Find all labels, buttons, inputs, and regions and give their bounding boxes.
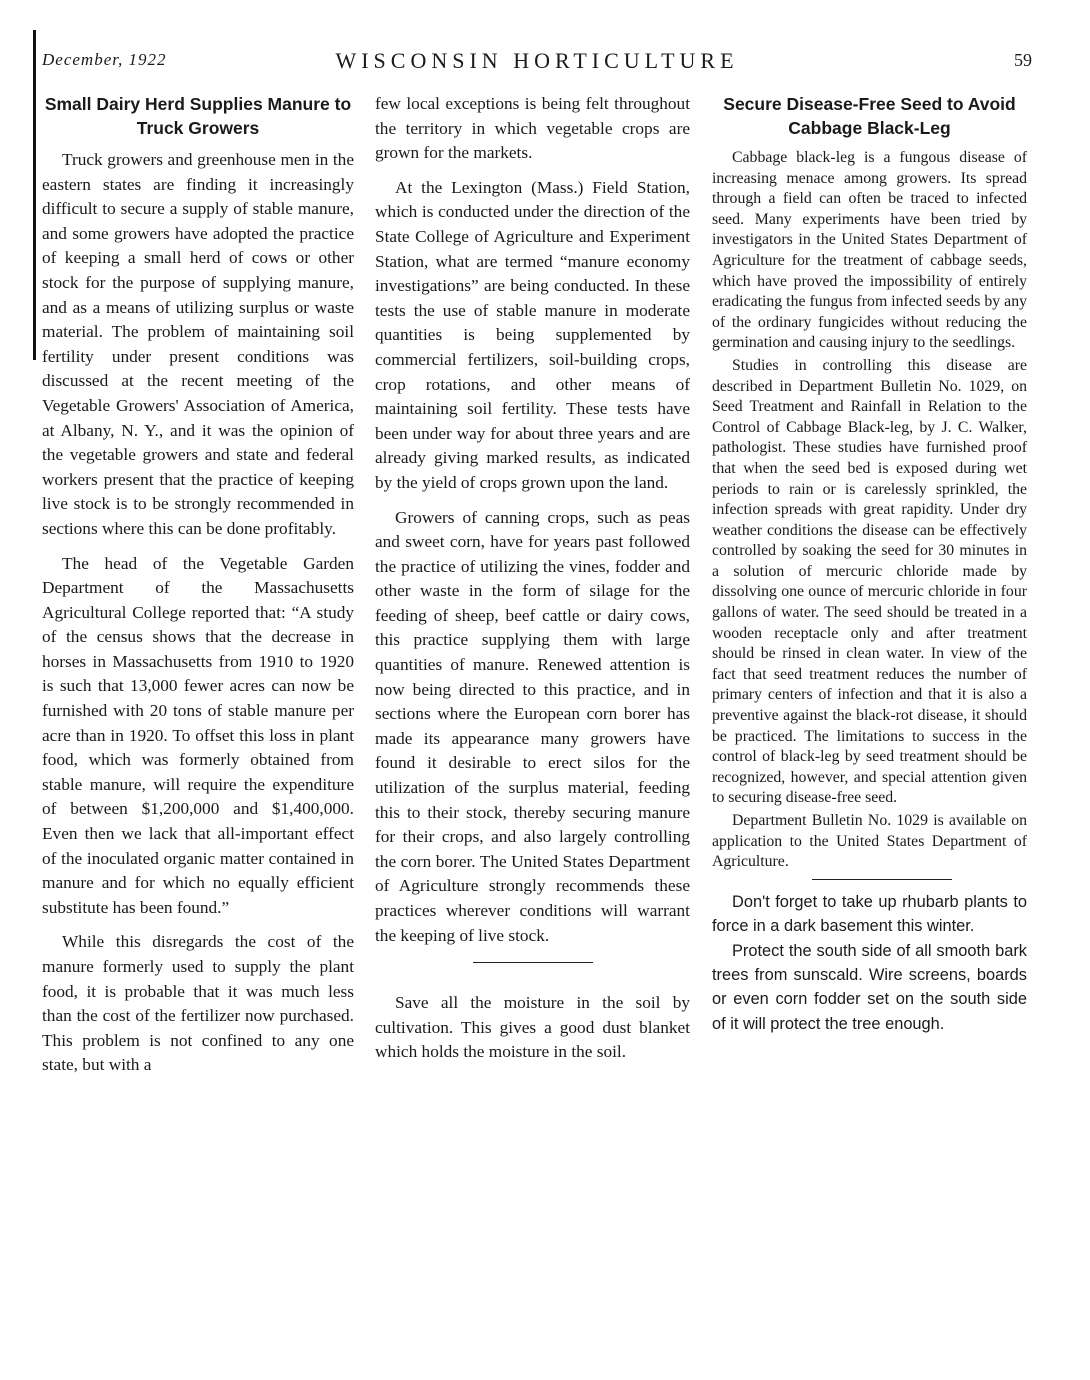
article-heading-dairy-herd: Small Dairy Herd Supplies Manure to Truck Growers: [44, 94, 352, 138]
filler-sunscald: Protect the south side of all smooth bark trees from sunscald. Wire screens, boards or even corn fodder set on the south side of it will protect the tree enough.: [712, 941, 1027, 1033]
section-divider: [473, 962, 593, 963]
issue-date: December, 1922: [42, 50, 167, 69]
section-divider: [812, 879, 952, 880]
journal-title: WISCONSIN HORTICULTURE: [335, 48, 739, 73]
article-paragraph: Department Bulletin No. 1029 is available on application to the United States Department of Agriculture.: [712, 812, 1027, 871]
filler-moisture: Save all the moisture in the soil by cultivation. This gives a good dust blanket which holds the moisture in the soil.: [375, 993, 690, 1062]
article-paragraph: The head of the Vegetable Garden Department of the Massachusetts Agricultural College reported that: “A study of the census shows that the decrease in horses in Massachusetts from 1910 to 1920 is such that 13,000 fewer acres can now be furnished with 20 tons of stable manure per acre than in 1920. To offset this loss in plant food, which was formerly obtained from stable manure, will require the expenditure of between $1,200,000 and $1,400,000. Even then we lack that all-important effect of the inoculated organic matter contained in manure and for which no equally efficient substitute has been found.”: [42, 553, 354, 917]
article-paragraph: few local exceptions is being felt throughout the territory in which vegetable crops are grown for the markets.: [375, 94, 690, 163]
page-header: [42, 48, 1032, 78]
page-number: 59: [1014, 50, 1032, 70]
article-heading-cabbage-black-leg: Secure Disease-Free Seed to Avoid Cabbage Black-Leg: [723, 94, 1016, 138]
column-1: [42, 92, 354, 1088]
column-3: [712, 92, 1027, 1036]
article-paragraph: Truck growers and greenhouse men in the eastern states are finding it increasingly difficult to secure a supply of stable manure, and some growers have adopted the practice of keeping a small herd of cows or other stock for the purpose of supplying manure, and as a means of utilizing surplus or waste material. The problem of maintaining soil fertility under present conditions was discussed at the recent meeting of the Vegetable Growers' Association of America, at Albany, N. Y., and it was the opinion of the vegetable growers and state and federal workers present that the practice of keeping live stock is to be strongly recommended in sections where this can be done profitably.: [42, 150, 354, 538]
article-paragraph: While this disregards the cost of the manure formerly used to supply the plant food, it is probable that it was much less than the cost of the fertilizer now purchased. This problem is not confined to any one state, but with a: [42, 932, 354, 1075]
margin-rule: [33, 30, 36, 360]
article-paragraph: At the Lexington (Mass.) Field Station, which is conducted under the direction of the State College of Agriculture and Experiment Station, what are termed “manure economy investigations” are being conducted. In these tests the use of stable manure in moderate quantities is being supplemented by commercial fertilizers, soil-building crops, crop rotations, and other means of maintaining soil fertility. These tests have been under way for about three years and are already giving marked results, as indicated by the yield of crops grown upon the land.: [375, 177, 690, 492]
article-paragraph: Studies in controlling this disease are described in Department Bulletin No. 1029, on Seed Treatment and Rainfall in Relation to the Control of Cabbage Black-leg, by J. C. Walker, pathologist. These studies have furnished proof that when the seed bed is exposed during wet periods to rain or is carelessly sprinkled, the infection spreads with great rapidity. Under dry weather conditions the disease can be effectively controlled by soaking the seed for 30 minutes in a solution of mercuric chloride made by dissolving one ounce of mercuric chloride in four gallons of water. The seed should be treated in a wooden receptacle only and after treatment should be rinsed in clean water. In view of the fact that seed treatment reduces the number of primary centers of infection and that it is also a preventive against the black-rot disease, it should be practiced. The limitations to success in the control of black-leg by seed treatment should be recognized, however, and special attention given to securing disease-free seed.: [712, 356, 1027, 807]
article-paragraph: Growers of canning crops, such as peas and sweet corn, have for years past followed the practice of utilizing the vines, fodder and other waste in the form of silage for the feeding of sheep, beef cattle or dairy cows, this practice supplying them with large quantities of manure. Renewed attention is now being directed to this practice, and in sections where the European corn borer has made its appearance many growers have found it desirable to erect silos for the utilization of the surplus material, feeding this to their stock, thereby securing manure for their crops, and also largely controlling the corn borer. The United States Department of Agriculture strongly recommends these practices wherever conditions will warrant the keeping of live stock.: [375, 507, 690, 945]
column-2: [375, 92, 690, 1075]
filler-rhubarb: Don't forget to take up rhubarb plants to force in a dark basement this winter.: [712, 892, 1027, 936]
article-paragraph: Cabbage black-leg is a fungous disease of increasing menace among growers. Its spread through a field can often be traced to infected seed. Many experiments have been tried by investigators in the United States Department of Agriculture for the treatment of cabbage seeds, which have proved the impossibility of entirely eradicating the fungus from infected seeds by any of the ordinary fungicides without reducing the germination and causing injury to the seedlings.: [712, 149, 1027, 352]
